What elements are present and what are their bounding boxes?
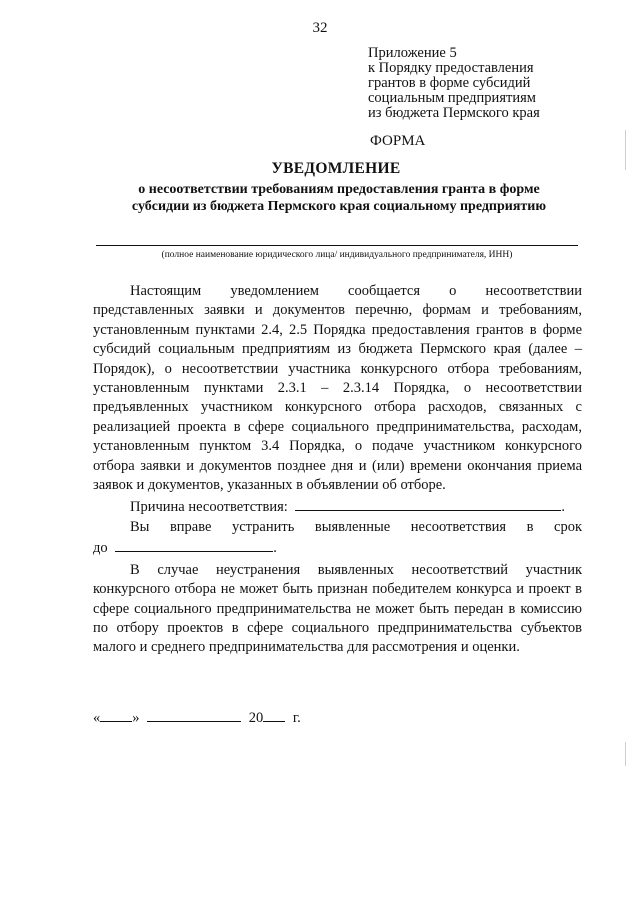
- deadline-end: .: [273, 540, 277, 557]
- scan-margin-mark: [625, 742, 626, 766]
- year-fill-line[interactable]: [263, 708, 285, 722]
- deadline-fill-line[interactable]: [115, 537, 273, 552]
- appendix-line: из бюджета Пермского края: [368, 105, 540, 121]
- appendix-line: грантов в форме субсидий: [368, 75, 531, 91]
- appendix-reference: [368, 46, 608, 121]
- subtitle-line: о несоответствии требованиям предоставления гранта в форме: [138, 182, 540, 197]
- reason-end: .: [561, 499, 566, 516]
- body-paragraph-1: Настоящим уведомлением сообщается о несоответствии представленных заявки и документов перечню, формам и требованиям, установленным пунктами 2.4, 2.5 Порядка предоставления грантов в форме субсидий социальным предприятиям из бюджета Пермского края (далее – Порядок), о несоответствии участника конкурсного отбора требованиям, установленным пунктами 2.3.1 – 2.3.14 Порядка, о несоответствии предъявленных участником конкурсного отбора расходов, связанных с реализацией проекта в сфере социального предпринимательства, расходам, установленным пунктом 3.4 Порядка, о подаче участником конкурсного отбора заявки и документов позднее дня и (или) времени окончания приема заявок и документов, указанных в объявлении об отборе.: [93, 283, 582, 494]
- date-close-quote: »: [132, 710, 140, 726]
- form-label: ФОРМА: [370, 133, 426, 149]
- appendix-line: Приложение 5: [368, 45, 457, 61]
- recipient-fill-line[interactable]: [96, 245, 578, 246]
- scan-margin-mark: [625, 130, 626, 170]
- deadline-line: Вы вправе устранить выявленные несоответствия в срок: [130, 518, 582, 535]
- reason-fill-line[interactable]: [295, 496, 561, 511]
- page-number: 32: [312, 20, 328, 36]
- year-prefix: 20: [248, 710, 264, 726]
- body-paragraph-3: В случае неустранения выявленных несоответствий участник конкурсного отбора не может быть признан победителем конкурса и проект в сфере социального предпринимательства не может быть передан в комиссию по отбору проектов в сфере социального предпринимательства субъектов малого и среднего предпринимательства для рассмотрения и оценки.: [93, 561, 582, 656]
- day-fill-line[interactable]: [100, 708, 132, 722]
- deadline-prefix: до: [93, 540, 108, 557]
- document-title: УВЕДОМЛЕНИЕ: [271, 160, 401, 177]
- notice-body: [93, 282, 582, 658]
- date-open-quote: «: [93, 710, 101, 726]
- deadline-date-line: [93, 537, 582, 558]
- recipient-caption: (полное наименование юридического лица/ индивидуального предпринимателя, ИНН): [161, 250, 513, 260]
- appendix-line: к Порядку предоставления: [368, 60, 534, 76]
- appendix-line: социальным предприятиям: [368, 90, 536, 106]
- year-suffix: г.: [292, 710, 301, 726]
- month-fill-line[interactable]: [147, 708, 241, 722]
- reason-line: [93, 496, 582, 517]
- document-subtitle: [0, 181, 640, 215]
- subtitle-line: субсидии из бюджета Пермского края социальному предприятию: [131, 199, 547, 214]
- signature-date: [93, 708, 301, 727]
- reason-label: Причина несоответствия:: [130, 499, 288, 516]
